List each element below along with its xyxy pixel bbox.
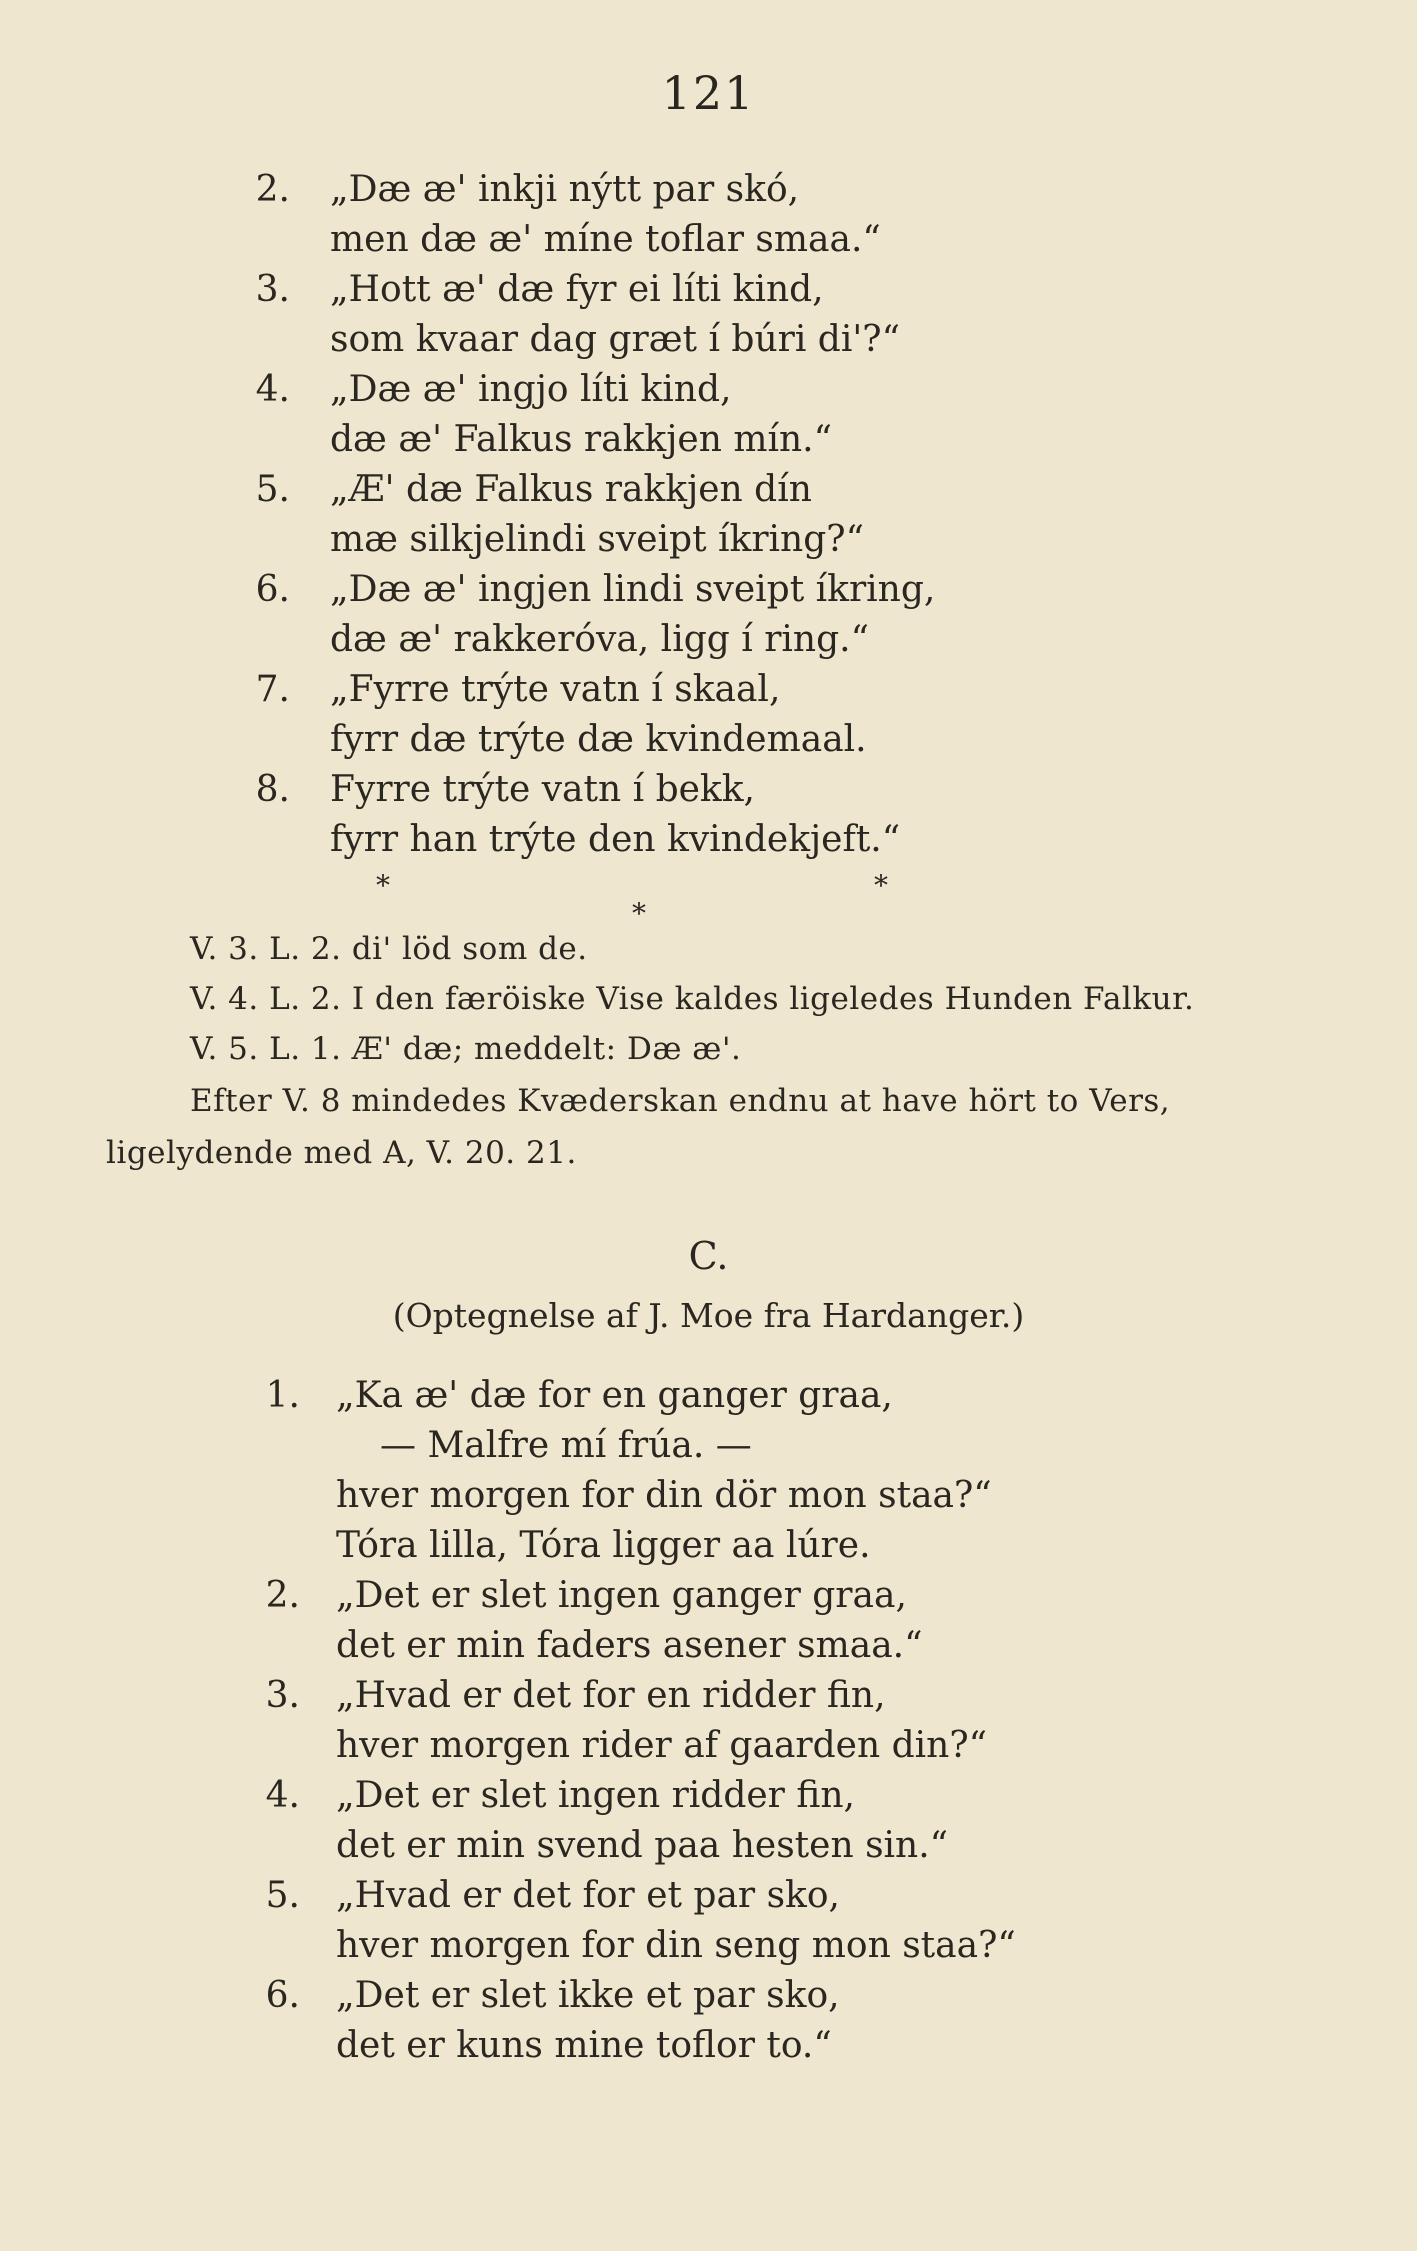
verse-line: hver morgen for din dör mon staa?“ — [336, 1475, 992, 1516]
verse-line: dæ æ' rakkeróva, ligg í ring.“ — [330, 619, 869, 660]
verse-line: fyrr han trýte den kvindekjeft.“ — [330, 819, 901, 860]
source-note: (Optegnelse af J. Moe fra Hardanger.) — [392, 1296, 1025, 1335]
verse-line: dæ æ' Falkus rakkjen mín.“ — [330, 419, 833, 460]
verse-line: „Hvad er det for et par sko, — [336, 1875, 840, 1916]
asterism-star: * — [874, 869, 888, 902]
verse-number: 5. — [265, 1875, 300, 1916]
section-letter: C. — [688, 1234, 729, 1278]
verse-line: det er min faders asener smaa.“ — [336, 1625, 923, 1666]
verse-line: men dæ æ' míne toflar smaa.“ — [330, 219, 881, 260]
verse-line: „Ka æ' dæ for en ganger graa, — [336, 1375, 893, 1416]
verse-line: fyrr dæ trýte dæ kvindemaal. — [330, 719, 867, 760]
verse-line: hver morgen rider af gaarden din?“ — [336, 1725, 988, 1766]
verse-number: 3. — [255, 269, 290, 310]
verse-number: 7. — [255, 669, 290, 710]
verse-number: 5. — [255, 469, 290, 510]
verse-line: hver morgen for din seng mon staa?“ — [336, 1925, 1016, 1966]
verse-line: „Det er slet ikke et par sko, — [336, 1975, 840, 2016]
asterism-star: * — [632, 897, 646, 930]
note-line: Efter V. 8 mindedes Kvæderskan endnu at have hört to Vers, — [190, 1083, 1171, 1119]
verse-number: 1. — [265, 1375, 300, 1416]
verse-line: det er min svend paa hesten sin.“ — [336, 1825, 949, 1866]
verse-line: Fyrre trýte vatn í bekk, — [330, 769, 755, 810]
verse-line: „Dæ æ' inkji nýtt par skó, — [330, 169, 800, 210]
verse-line: „Æ' dæ Falkus rakkjen dín — [330, 469, 812, 510]
refrain-line: Tóra lilla, Tóra ligger aa lúre. — [336, 1525, 871, 1566]
note-line: V. 4. L. 2. I den færöiske Vise kaldes ligeledes Hunden Falkur. — [190, 981, 1195, 1017]
verse-number: 2. — [265, 1575, 300, 1616]
note-line: V. 5. L. 1. Æ' dæ; meddelt: Dæ æ'. — [190, 1031, 742, 1067]
verse-line: „Dæ æ' ingjo líti kind, — [330, 369, 732, 410]
verse-number: 2. — [255, 169, 290, 210]
verse-line: det er kuns mine toflor to.“ — [336, 2025, 832, 2066]
verse-line: „Fyrre trýte vatn í skaal, — [330, 669, 781, 710]
note-line: ligelydende med A, V. 20. 21. — [106, 1135, 577, 1171]
note-line: V. 3. L. 2. di' löd som de. — [190, 931, 588, 967]
verse-line: mæ silkjelindi sveipt íkring?“ — [330, 519, 864, 560]
refrain-line: — Malfre mí frúa. — — [380, 1425, 752, 1466]
verse-line: „Hvad er det for en ridder fin, — [336, 1675, 886, 1716]
verse-number: 3. — [265, 1675, 300, 1716]
verse-line: „Hott æ' dæ fyr ei líti kind, — [330, 269, 824, 310]
verse-line: „Det er slet ingen ridder fin, — [336, 1775, 855, 1816]
verse-number: 8. — [255, 769, 290, 810]
verse-number: 4. — [255, 369, 290, 410]
verse-line: „Dæ æ' ingjen lindi sveipt íkring, — [330, 569, 936, 610]
asterism-star: * — [376, 869, 390, 902]
verse-number: 6. — [255, 569, 290, 610]
verse-number: 4. — [265, 1775, 300, 1816]
verse-line: som kvaar dag græt í búri di'?“ — [330, 319, 900, 360]
verse-line: „Det er slet ingen ganger graa, — [336, 1575, 907, 1616]
verse-number: 6. — [265, 1975, 300, 2016]
page-number: 121 — [661, 66, 756, 120]
